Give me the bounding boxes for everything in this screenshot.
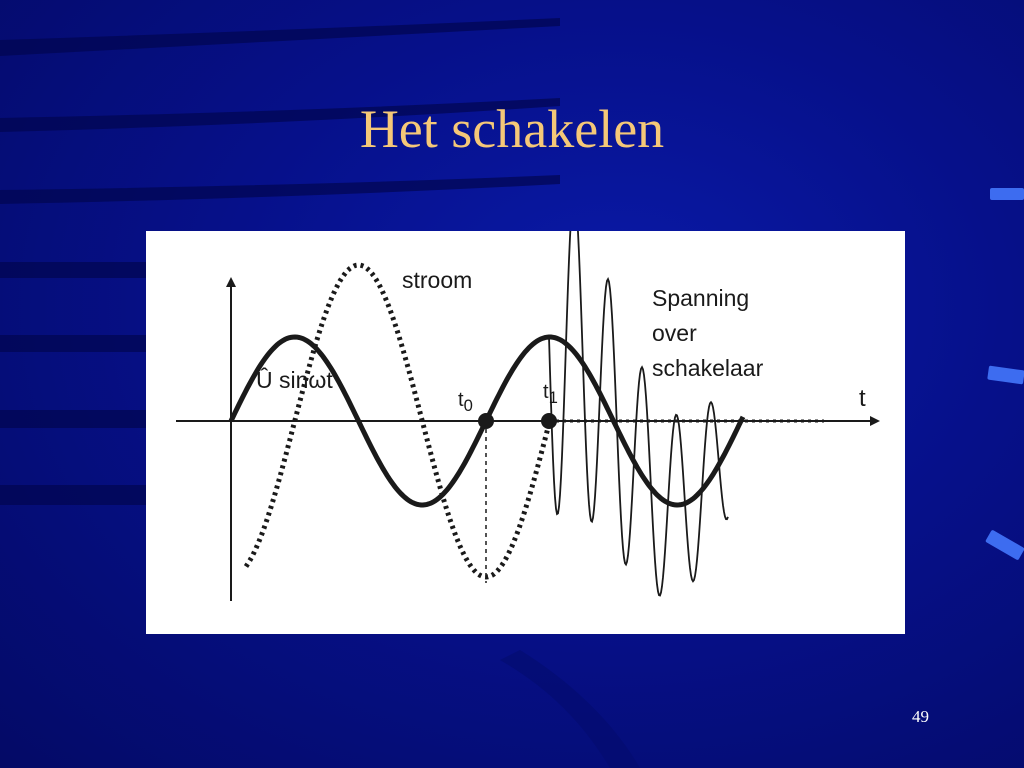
decorative-tab [990,188,1024,200]
switch-voltage-label-line: Spanning [652,285,750,311]
waveform-drawing [146,231,905,634]
page-number: 49 [912,707,929,726]
switch-voltage-label-line: schakelaar [652,355,764,381]
waveform-diagram [146,231,905,634]
time-axis-label: t [859,385,866,412]
t0-label: $t_0$ [458,389,473,415]
voltage-formula-label: Û sinωt [256,367,333,393]
current-label: stroom [402,267,473,293]
t1-label: $t_1$ [543,381,558,407]
t0-point [478,413,494,429]
slide-title: Het schakelen [359,99,665,159]
switch-voltage-label [652,281,763,386]
switch-voltage-label-line: over [652,320,697,346]
t1-point [541,413,557,429]
t1-subscript: 1 [548,388,558,407]
t0-subscript: 0 [463,396,473,415]
